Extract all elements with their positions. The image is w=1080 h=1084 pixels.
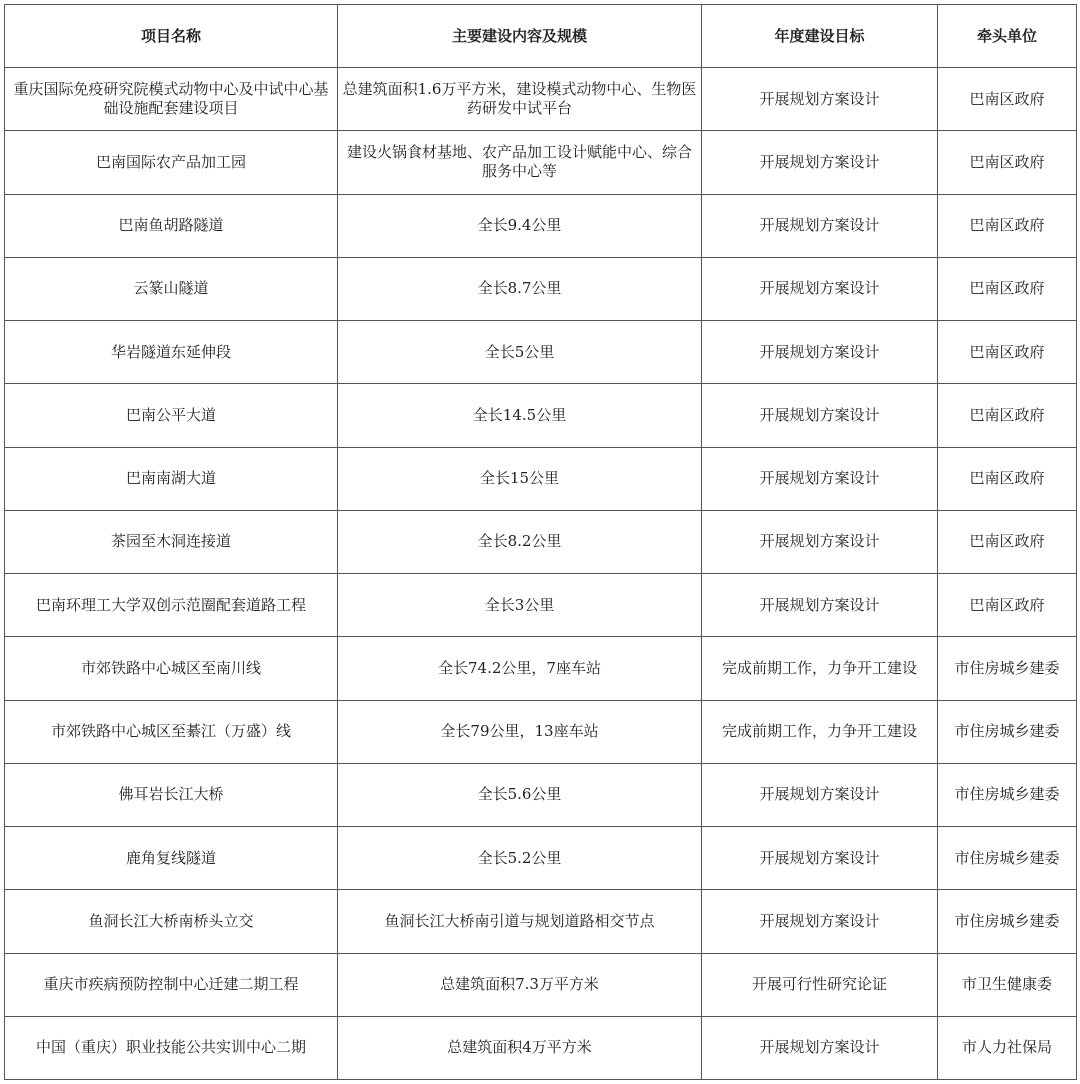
- header-annual-target: 年度建设目标: [702, 5, 938, 68]
- cell-annual-target: 开展规划方案设计: [702, 194, 938, 257]
- table-row: [5, 131, 1077, 194]
- header-row: [5, 5, 1077, 68]
- table-row: [5, 827, 1077, 890]
- table-row: [5, 574, 1077, 637]
- cell-project-name: 鱼洞长江大桥南桥头立交: [5, 890, 338, 953]
- cell-lead-unit: 市住房城乡建委: [938, 890, 1077, 953]
- table-row: [5, 700, 1077, 763]
- cell-lead-unit: 市卫生健康委: [938, 953, 1077, 1016]
- cell-project-name: 市郊铁路中心城区至綦江（万盛）线: [5, 700, 338, 763]
- cell-lead-unit: 巴南区政府: [938, 68, 1077, 131]
- cell-lead-unit: 巴南区政府: [938, 257, 1077, 320]
- cell-main-content: 全长14.5公里: [338, 384, 702, 447]
- cell-annual-target: 开展规划方案设计: [702, 131, 938, 194]
- cell-annual-target: 开展规划方案设计: [702, 574, 938, 637]
- cell-main-content: 全长3公里: [338, 574, 702, 637]
- table-row: [5, 953, 1077, 1016]
- cell-annual-target: 开展规划方案设计: [702, 890, 938, 953]
- cell-lead-unit: 市住房城乡建委: [938, 827, 1077, 890]
- cell-project-name: 中国（重庆）职业技能公共实训中心二期: [5, 1016, 338, 1079]
- table-row: [5, 194, 1077, 257]
- cell-project-name: 市郊铁路中心城区至南川线: [5, 637, 338, 700]
- cell-main-content: 全长5.6公里: [338, 763, 702, 826]
- cell-lead-unit: 巴南区政府: [938, 574, 1077, 637]
- cell-main-content: 全长5公里: [338, 321, 702, 384]
- table-row: [5, 1016, 1077, 1079]
- table-row: [5, 510, 1077, 573]
- table-row: [5, 321, 1077, 384]
- cell-project-name: 茶园至木洞连接道: [5, 510, 338, 573]
- cell-project-name: 巴南环理工大学双创示范圈配套道路工程: [5, 574, 338, 637]
- cell-project-name: 巴南鱼胡路隧道: [5, 194, 338, 257]
- table-row: [5, 763, 1077, 826]
- cell-project-name: 巴南国际农产品加工园: [5, 131, 338, 194]
- project-table: [4, 4, 1077, 1080]
- cell-project-name: 鹿角复线隧道: [5, 827, 338, 890]
- cell-lead-unit: 巴南区政府: [938, 447, 1077, 510]
- cell-main-content: 全长9.4公里: [338, 194, 702, 257]
- cell-main-content: 全长79公里，13座车站: [338, 700, 702, 763]
- cell-main-content: 全长74.2公里，7座车站: [338, 637, 702, 700]
- table-row: [5, 637, 1077, 700]
- cell-lead-unit: 市住房城乡建委: [938, 637, 1077, 700]
- cell-main-content: 总建筑面积1.6万平方米，建设模式动物中心、生物医药研发中试平台: [338, 68, 702, 131]
- cell-lead-unit: 巴南区政府: [938, 194, 1077, 257]
- cell-lead-unit: 市人力社保局: [938, 1016, 1077, 1079]
- header-main-content: 主要建设内容及规模: [338, 5, 702, 68]
- cell-main-content: 全长8.7公里: [338, 257, 702, 320]
- cell-lead-unit: 巴南区政府: [938, 510, 1077, 573]
- cell-annual-target: 开展可行性研究论证: [702, 953, 938, 1016]
- cell-annual-target: 开展规划方案设计: [702, 447, 938, 510]
- cell-lead-unit: 巴南区政府: [938, 321, 1077, 384]
- cell-main-content: 全长5.2公里: [338, 827, 702, 890]
- cell-main-content: 全长8.2公里: [338, 510, 702, 573]
- cell-annual-target: 开展规划方案设计: [702, 763, 938, 826]
- cell-annual-target: 完成前期工作，力争开工建设: [702, 637, 938, 700]
- cell-project-name: 重庆国际免疫研究院模式动物中心及中试中心基础设施配套建设项目: [5, 68, 338, 131]
- table-row: [5, 384, 1077, 447]
- cell-project-name: 巴南公平大道: [5, 384, 338, 447]
- cell-project-name: 云篆山隧道: [5, 257, 338, 320]
- cell-annual-target: 开展规划方案设计: [702, 384, 938, 447]
- cell-main-content: 建设火锅食材基地、农产品加工设计赋能中心、综合服务中心等: [338, 131, 702, 194]
- table-body: [5, 68, 1077, 1080]
- cell-annual-target: 开展规划方案设计: [702, 1016, 938, 1079]
- cell-main-content: 总建筑面积7.3万平方米: [338, 953, 702, 1016]
- cell-lead-unit: 市住房城乡建委: [938, 700, 1077, 763]
- cell-project-name: 华岩隧道东延伸段: [5, 321, 338, 384]
- header-lead-unit: 牵头单位: [938, 5, 1077, 68]
- cell-lead-unit: 巴南区政府: [938, 131, 1077, 194]
- table-row: [5, 890, 1077, 953]
- cell-annual-target: 开展规划方案设计: [702, 321, 938, 384]
- cell-annual-target: 完成前期工作，力争开工建设: [702, 700, 938, 763]
- cell-lead-unit: 市住房城乡建委: [938, 763, 1077, 826]
- cell-main-content: 鱼洞长江大桥南引道与规划道路相交节点: [338, 890, 702, 953]
- cell-main-content: 全长15公里: [338, 447, 702, 510]
- cell-annual-target: 开展规划方案设计: [702, 257, 938, 320]
- cell-annual-target: 开展规划方案设计: [702, 68, 938, 131]
- cell-project-name: 巴南南湖大道: [5, 447, 338, 510]
- cell-lead-unit: 巴南区政府: [938, 384, 1077, 447]
- header-project-name: 项目名称: [5, 5, 338, 68]
- table-row: [5, 68, 1077, 131]
- table-row: [5, 447, 1077, 510]
- cell-project-name: 佛耳岩长江大桥: [5, 763, 338, 826]
- cell-main-content: 总建筑面积4万平方米: [338, 1016, 702, 1079]
- table-row: [5, 257, 1077, 320]
- cell-annual-target: 开展规划方案设计: [702, 510, 938, 573]
- cell-annual-target: 开展规划方案设计: [702, 827, 938, 890]
- cell-project-name: 重庆市疾病预防控制中心迁建二期工程: [5, 953, 338, 1016]
